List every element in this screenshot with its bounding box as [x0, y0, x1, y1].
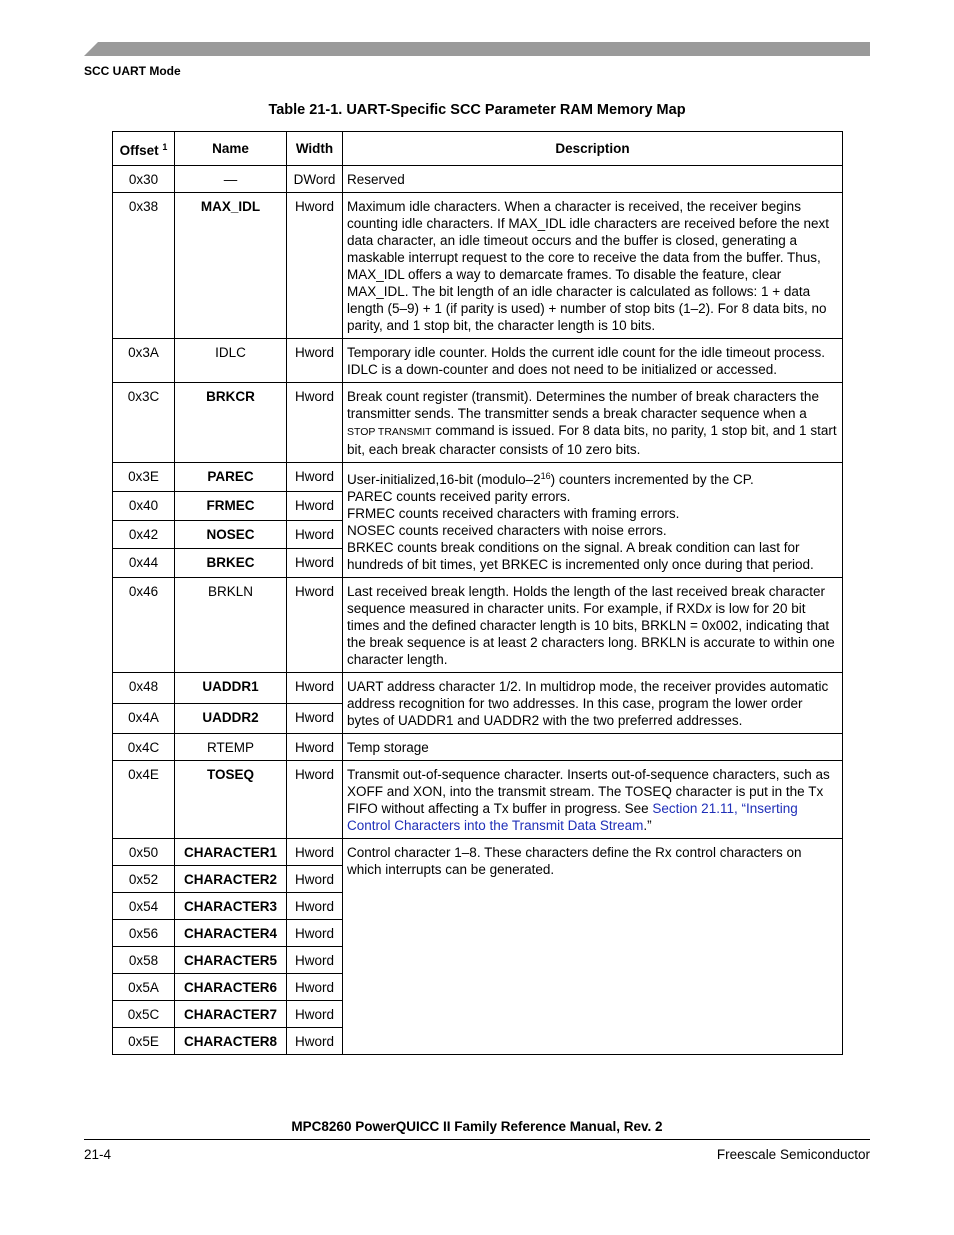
- name-cell: RTEMP: [175, 734, 287, 761]
- name-cell: CHARACTER6: [175, 974, 287, 1001]
- name-cell: PAREC: [175, 463, 287, 492]
- description-cell: Transmit out-of-sequence character. Inserts out-of-sequence characters, such as XOFF and XON, into the transmit stream. The TOSEQ character is put in the Tx FIFO without affecting a Tx buffer in progress. See Section 21.11, “Inserting Control Characters into the Transmit Data Stream.”: [343, 761, 843, 839]
- width-cell: Hword: [287, 920, 343, 947]
- table-row: [113, 673, 843, 704]
- table-row: [113, 839, 843, 866]
- section-link[interactable]: Section 21.11, “Inserting Control Characters into the Transmit Data Stream: [347, 801, 798, 833]
- offset-cell: 0x5C: [113, 1001, 175, 1028]
- table-row: [113, 761, 843, 839]
- width-cell: Hword: [287, 1028, 343, 1055]
- table-title: Table 21-1. UART-Specific SCC Parameter RAM Memory Map: [268, 102, 686, 118]
- offset-cell: 0x58: [113, 947, 175, 974]
- name-cell: BRKCR: [175, 383, 287, 463]
- width-cell: Hword: [287, 520, 343, 549]
- table-row: [113, 339, 843, 383]
- description-cell: Last received break length. Holds the length of the last received break character sequence measured in character units. For example, if RXDx is low for 20 bit times and the defined character length is 10 bits, BRKLN = 0x002, indicating that the break sequence is at least 2 characters long. BRKLN is accurate to within one character length.: [343, 578, 843, 673]
- header-bar: [84, 42, 870, 56]
- offset-cell: 0x4A: [113, 703, 175, 734]
- table-row: [113, 383, 843, 463]
- name-cell: CHARACTER4: [175, 920, 287, 947]
- col-header-name: Name: [175, 132, 287, 166]
- memory-map-table: [112, 131, 843, 1055]
- name-cell: CHARACTER1: [175, 839, 287, 866]
- width-cell: Hword: [287, 578, 343, 673]
- name-cell: CHARACTER2: [175, 866, 287, 893]
- footnote-marker: 1: [162, 141, 168, 152]
- name-cell: TOSEQ: [175, 761, 287, 839]
- name-cell: FRMEC: [175, 491, 287, 520]
- description-cell: Maximum idle characters. When a character is received, the receiver begins counting idle characters. If MAX_IDL idle characters are received before the next data character, an idle timeout occurs and the buffer is closed, generating a maskable interrupt request to the core to receive the data from the buffer. Thus, MAX_IDL offers a way to demarcate frames. To disable the feature, clear MAX_IDL. The bit length of an idle character is calculated as follows: 1 + data length (5–9) + 1 (if parity is used) + number of stop bits (1–2). For 8 data bits, no parity, and 1 stop bit, the character length is 10 bits.: [343, 193, 843, 339]
- name-cell: —: [175, 166, 287, 193]
- name-cell: CHARACTER3: [175, 893, 287, 920]
- width-cell: Hword: [287, 761, 343, 839]
- col-header-offset: Offset $^1$: [113, 132, 175, 166]
- name-cell: CHARACTER7: [175, 1001, 287, 1028]
- footer-manual-title: MPC8260 PowerQUICC II Family Reference Manual, Rev. 2: [291, 1119, 663, 1134]
- offset-cell: 0x30: [113, 166, 175, 193]
- width-cell: Hword: [287, 339, 343, 383]
- section-title: SCC UART Mode: [84, 64, 181, 78]
- width-cell: Hword: [287, 1001, 343, 1028]
- name-cell: CHARACTER5: [175, 947, 287, 974]
- table-row: [113, 734, 843, 761]
- width-cell: Hword: [287, 734, 343, 761]
- command-name: STOP TRANSMIT: [347, 426, 432, 438]
- offset-cell: 0x3A: [113, 339, 175, 383]
- offset-cell: 0x4C: [113, 734, 175, 761]
- name-cell: UADDR2: [175, 703, 287, 734]
- width-cell: Hword: [287, 947, 343, 974]
- description-cell: User-initialized,16-bit $(modulo-2^{16})$ counters incremented by the CP. PAREC counts received parity errors. FRMEC counts received characters with framing errors. NOSEC counts received characters with noise errors. BRKEC counts break conditions on the signal. A break condition can last for hundreds of bit times, yet BRKEC is incremented only once during that period.: [343, 463, 843, 578]
- offset-cell: 0x56: [113, 920, 175, 947]
- width-cell: Hword: [287, 491, 343, 520]
- width-cell: Hword: [287, 703, 343, 734]
- page-number: 21-4: [84, 1147, 112, 1162]
- description-cell: Temp storage: [343, 734, 843, 761]
- table-row: [113, 578, 843, 673]
- offset-cell: 0x5A: [113, 974, 175, 1001]
- description-cell: UART address character 1/2. In multidrop mode, the receiver provides automatic address recognition for two addresses. In this case, program the lower order bytes of UADDR1 and UADDR2 with the two preferred addresses.: [343, 673, 843, 734]
- offset-cell: 0x38: [113, 193, 175, 339]
- width-cell: Hword: [287, 974, 343, 1001]
- offset-cell: 0x42: [113, 520, 175, 549]
- table-row: [113, 463, 843, 492]
- offset-cell: 0x3C: [113, 383, 175, 463]
- width-cell: Hword: [287, 549, 343, 578]
- width-cell: Hword: [287, 673, 343, 704]
- table-row: [113, 166, 843, 193]
- name-cell: CHARACTER8: [175, 1028, 287, 1055]
- offset-cell: 0x50: [113, 839, 175, 866]
- width-cell: Hword: [287, 193, 343, 339]
- footer-divider: [84, 1139, 870, 1140]
- offset-cell: 0x40: [113, 491, 175, 520]
- name-cell: BRKEC: [175, 549, 287, 578]
- name-cell: BRKLN: [175, 578, 287, 673]
- offset-cell: 0x48: [113, 673, 175, 704]
- description-cell: Reserved: [343, 166, 843, 193]
- width-cell: DWord: [287, 166, 343, 193]
- description-cell: Control character 1–8. These characters define the Rx control characters on which interrupts can be generated.: [343, 839, 843, 1055]
- offset-cell: 0x54: [113, 893, 175, 920]
- col-header-description: Description: [343, 132, 843, 166]
- name-cell: IDLC: [175, 339, 287, 383]
- width-cell: Hword: [287, 383, 343, 463]
- exponent: 16: [540, 471, 551, 481]
- offset-cell: 0x5E: [113, 1028, 175, 1055]
- name-cell: MAX_IDL: [175, 193, 287, 339]
- table-row: [113, 193, 843, 339]
- name-cell: NOSEC: [175, 520, 287, 549]
- width-cell: Hword: [287, 866, 343, 893]
- name-cell: UADDR1: [175, 673, 287, 704]
- offset-cell: 0x52: [113, 866, 175, 893]
- table-header-row: [113, 132, 843, 166]
- offset-cell: 0x44: [113, 549, 175, 578]
- width-cell: Hword: [287, 463, 343, 492]
- company-name: Freescale Semiconductor: [716, 1147, 870, 1162]
- description-cell: Temporary idle counter. Holds the current idle count for the idle timeout process. IDLC is a down-counter and does not need to be initialized or accessed.: [343, 339, 843, 383]
- offset-cell: 0x46: [113, 578, 175, 673]
- width-cell: Hword: [287, 839, 343, 866]
- width-cell: Hword: [287, 893, 343, 920]
- offset-cell: 0x4E: [113, 761, 175, 839]
- col-header-width: Width: [287, 132, 343, 166]
- description-cell: Break count register (transmit). Determines the number of break characters the transmitter sends. The transmitter sends a break character sequence when a STOP TRANSMIT command is issued. For 8 data bits, no parity, 1 stop bit, and 1 start bit, each break character consists of 10 zero bits.: [343, 383, 843, 463]
- offset-cell: 0x3E: [113, 463, 175, 492]
